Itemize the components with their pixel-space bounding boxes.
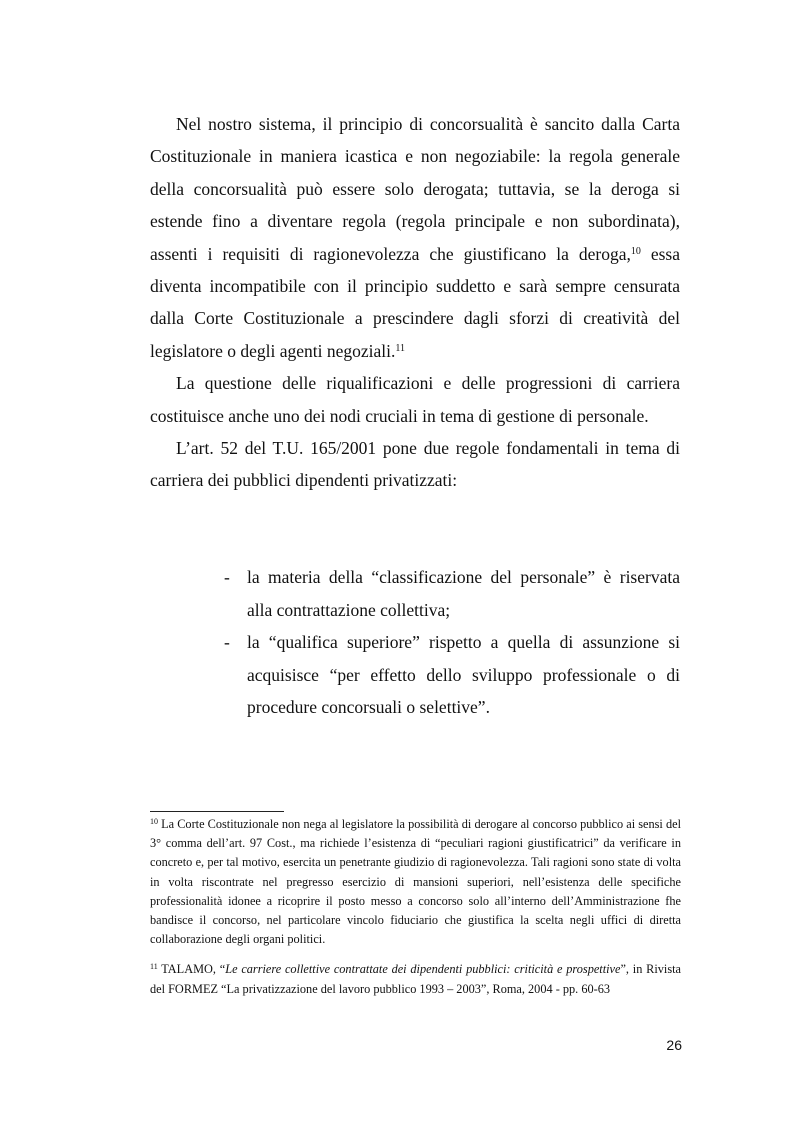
footnote-11 <box>150 960 681 998</box>
body-text <box>150 108 680 497</box>
paragraph-1 <box>150 108 680 367</box>
footnotes <box>150 815 681 999</box>
footnote-10 <box>150 815 681 949</box>
footnote-ref-10[interactable]: 10 <box>630 245 641 257</box>
footnote-11-title: Le carriere collettive contrattate dei dipendenti pubblici: criticità e prospettive <box>225 962 621 977</box>
footnote-10-text: La Corte Costituzionale non nega al legislatore la possibilità di derogare al concorso pubblico ai sensi del 3° comma dell’art. 97 Cost., ma richiede l’esistenza di “peculiari ragioni giustificatrici” da verificare in concreto e, per tal motivo, esercita un penetrante giudizio di ragionevolezza. Tali ragioni sono state di volta in volta riscontrate nel pregresso esercizio di mansioni superiori, nell’esistenza delle specifiche professionalità idonee a ricoprire il posto messo a concorso solo all’interno dell’Amministrazione fhe bandisce il concorso, nel particolare vincolo fiduciario che giustifica la scelta negli uffici di diretta collaborazione degli organi politici. <box>150 817 681 947</box>
page-number: 26 <box>666 1037 682 1053</box>
list-bullet-dash: - <box>224 567 230 587</box>
paragraph-1-text-a: Nel nostro sistema, il principio di concorsualità è sancito dalla Carta Costituzionale in maniera icastica e non negoziabile: la regola generale della concorsualità può essere solo derogata; tuttavia, se la deroga si estende fino a diventare regola (regola principale e non subordinata), assenti i requisiti di ragionevolezza che giustificano la deroga, <box>150 114 680 264</box>
list-item-text: la materia della “classificazione del personale” è riservata alla contrattazione collettiva; <box>247 567 680 620</box>
footnote-11-mark: 11 <box>150 962 158 972</box>
paragraph-2: La questione delle riqualificazioni e delle progressioni di carriera costituisce anche uno dei nodi cruciali in tema di gestione di personale. <box>150 373 680 426</box>
paragraph-1-text-b: essa diventa incompatibile con il principio suddetto e sarà sempre censurata dalla Corte Costituzionale a prescindere dagli sforzi di creatività del legislatore o degli agenti negoziali. <box>150 243 680 361</box>
footnote-10-mark: 10 <box>150 817 158 826</box>
list-item <box>220 626 680 724</box>
list-bullet-dash: - <box>224 632 230 652</box>
list-item <box>220 561 680 626</box>
paragraph-3: L’art. 52 del T.U. 165/2001 pone due regole fondamentali in tema di carriera dei pubblici dipendenti privatizzati: <box>150 438 680 491</box>
rules-list <box>220 561 680 724</box>
footnote-ref-11[interactable]: 11 <box>395 342 406 354</box>
footnote-separator <box>150 811 284 812</box>
footnote-11-rest: ”, in Rivista del FORMEZ “La privatizzazione del lavoro pubblico 1993 – 2003”, Roma, 2004 - pp. 60-63 <box>150 962 682 996</box>
list-item-text: la “qualifica superiore” rispetto a quella di assunzione si acquisisce “per effetto dello sviluppo professionale o di procedure concorsuali o selettive”. <box>247 632 680 717</box>
footnote-11-author: TALAMO, “ <box>157 962 226 977</box>
